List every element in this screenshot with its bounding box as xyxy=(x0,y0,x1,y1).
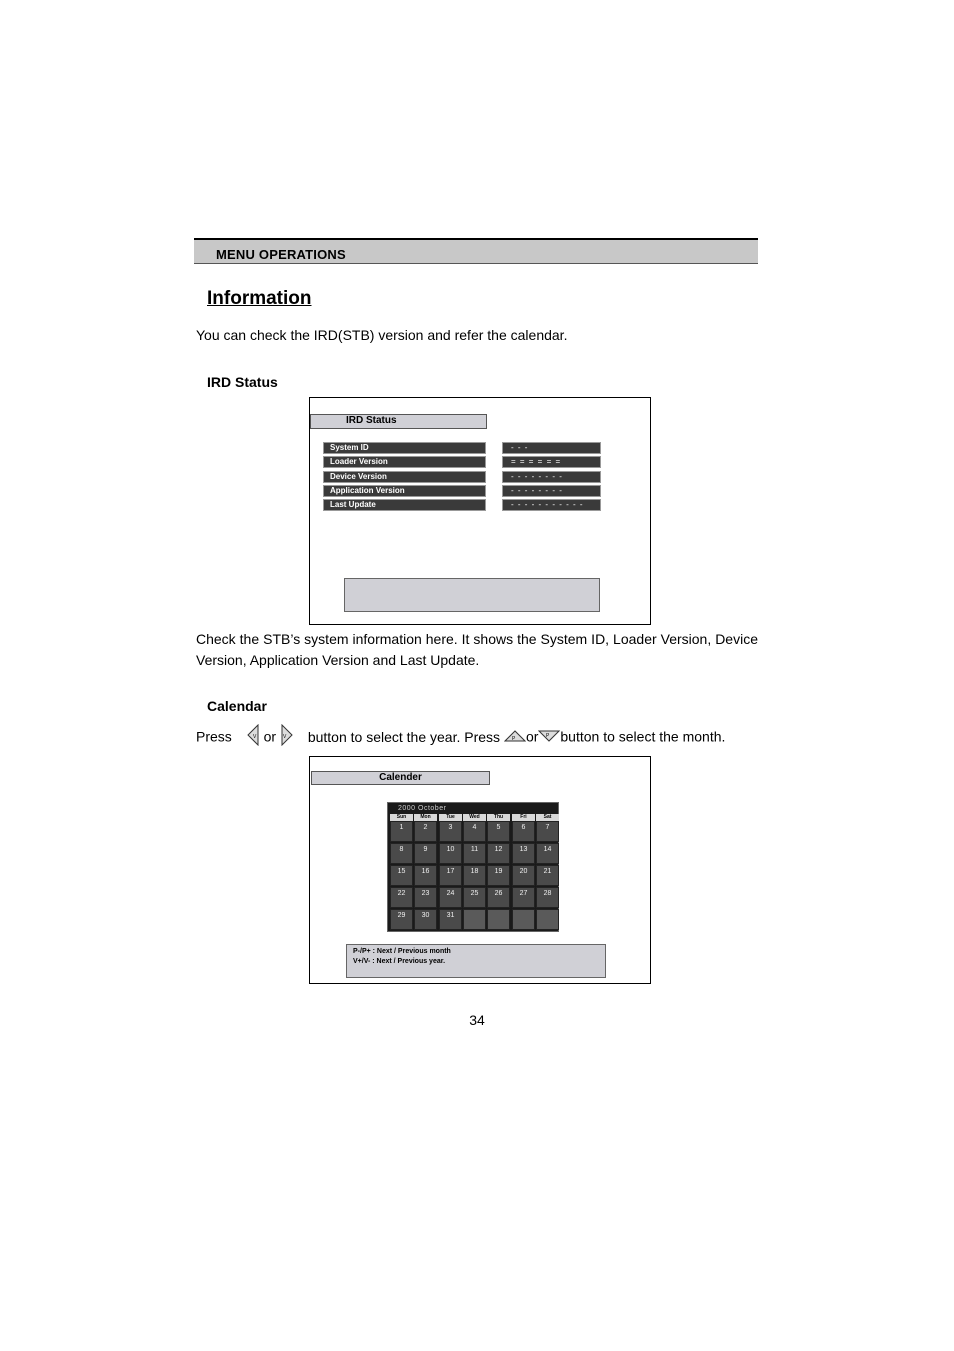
calendar-day-cell xyxy=(536,909,559,930)
calendar-day-cell[interactable]: 25 xyxy=(463,887,486,908)
calendar-day-cell[interactable]: 1 xyxy=(390,821,413,842)
calendar-day-cell[interactable]: 16 xyxy=(414,865,437,886)
calendar-day-cell xyxy=(463,909,486,930)
calendar-day-cell[interactable]: 10 xyxy=(439,843,462,864)
calendar-day-cell[interactable]: 11 xyxy=(463,843,486,864)
ird-description: Check the STB’s system information here. It shows the System ID, Loader Version, Device Version, Application Version and Last Update. xyxy=(196,631,758,668)
calendar-screen-title: Calender xyxy=(311,771,490,785)
ird-row-label: Device Version xyxy=(323,471,486,483)
calendar-day-cell[interactable]: 21 xyxy=(536,865,559,886)
calendar-day-cell[interactable]: 17 xyxy=(439,865,462,886)
calendar-day-header: Sun xyxy=(390,814,413,821)
calendar-day-cell[interactable]: 30 xyxy=(414,909,437,930)
program-down-icon xyxy=(538,728,560,749)
calendar-day-cell[interactable]: 26 xyxy=(487,887,510,908)
svg-text:V: V xyxy=(252,734,257,740)
calendar-widget xyxy=(387,802,559,932)
calendar-day-cell[interactable]: 4 xyxy=(463,821,486,842)
instr-or-2: or xyxy=(525,728,539,745)
calendar-day-cell[interactable]: 7 xyxy=(536,821,559,842)
calendar-day-header: Fri xyxy=(512,814,535,821)
instr-mid: button to select the year. Press xyxy=(307,728,501,745)
calendar-day-cell[interactable]: 15 xyxy=(390,865,413,886)
calendar-day-cell[interactable]: 8 xyxy=(390,843,413,864)
page-title: Information xyxy=(207,288,312,309)
calendar-day-cell xyxy=(512,909,535,930)
calendar-day-cell[interactable]: 28 xyxy=(536,887,559,908)
calendar-day-headers xyxy=(389,814,558,821)
calendar-day-header: Mon xyxy=(414,814,437,821)
ird-help-box xyxy=(344,578,600,612)
instr-end: button to select the month. xyxy=(560,728,726,745)
ird-row-value: - - - xyxy=(502,442,601,454)
ird-row-label: System ID xyxy=(323,442,486,454)
ird-status-heading: IRD Status xyxy=(207,374,278,390)
calendar-day-cell[interactable]: 19 xyxy=(487,865,510,886)
ird-row-value: - - - - - - - - xyxy=(502,471,601,483)
calendar-day-cell[interactable]: 13 xyxy=(512,843,535,864)
help-line-month: P-/P+ : Next / Previous month xyxy=(353,948,451,955)
calendar-day-cell[interactable]: 29 xyxy=(390,909,413,930)
calendar-day-header: Wed xyxy=(463,814,486,821)
calendar-month-label: 2000 October xyxy=(398,805,447,812)
instr-press: Press xyxy=(196,728,232,745)
volume-right-icon xyxy=(280,724,294,752)
calendar-day-cell[interactable]: 23 xyxy=(414,887,437,908)
intro-text: You can check the IRD(STB) version and refer the calendar. xyxy=(196,327,568,343)
calendar-instructions xyxy=(196,724,766,752)
calendar-help-box xyxy=(346,944,606,978)
calendar-day-cell[interactable]: 24 xyxy=(439,887,462,908)
svg-text:P: P xyxy=(546,732,550,739)
ird-row-label: Last Update xyxy=(323,499,486,511)
ird-row-value: - - - - - - - - - - - xyxy=(502,499,601,511)
calendar-day-cell[interactable]: 31 xyxy=(439,909,462,930)
calendar-day-cell[interactable]: 20 xyxy=(512,865,535,886)
calendar-day-header: Tue xyxy=(439,814,462,821)
ird-row-label: Application Version xyxy=(323,485,486,497)
calendar-day-cell[interactable]: 14 xyxy=(536,843,559,864)
calendar-day-cell[interactable]: 5 xyxy=(487,821,510,842)
svg-text:P: P xyxy=(511,735,516,742)
calendar-day-header: Thu xyxy=(487,814,510,821)
calendar-day-cell[interactable]: 3 xyxy=(439,821,462,842)
volume-left-icon xyxy=(246,724,260,752)
calendar-day-cell[interactable]: 18 xyxy=(463,865,486,886)
calendar-day-header: Sat xyxy=(536,814,559,821)
calendar-day-cell[interactable]: 9 xyxy=(414,843,437,864)
calendar-day-cell[interactable]: 6 xyxy=(512,821,535,842)
calendar-day-cell xyxy=(487,909,510,930)
ird-screen-title: IRD Status xyxy=(310,414,487,429)
section-header-bar xyxy=(194,238,758,264)
section-title: MENU OPERATIONS xyxy=(216,247,346,262)
help-line-year: V+/V- : Next / Previous year. xyxy=(353,958,446,965)
ird-status-screen xyxy=(309,397,651,625)
calendar-heading: Calendar xyxy=(207,698,267,714)
ird-row-value: - - - - - - - - xyxy=(502,485,601,497)
calendar-day-cell[interactable]: 12 xyxy=(487,843,510,864)
page-number: 34 xyxy=(469,1012,485,1028)
ird-row-value: = = = = = = xyxy=(502,456,601,468)
instr-or-1: or xyxy=(263,728,277,745)
calendar-day-cell[interactable]: 27 xyxy=(512,887,535,908)
calendar-day-cell[interactable]: 2 xyxy=(414,821,437,842)
program-up-icon xyxy=(504,728,526,749)
svg-text:V: V xyxy=(282,734,287,740)
calendar-day-cell[interactable]: 22 xyxy=(390,887,413,908)
ird-row-label: Loader Version xyxy=(323,456,486,468)
